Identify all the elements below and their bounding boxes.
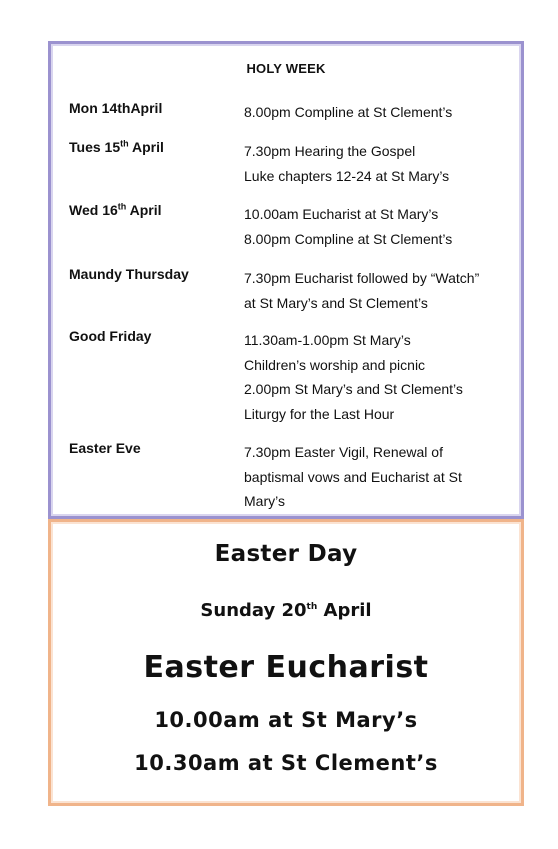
event-line: Liturgy for the Last Hour xyxy=(244,405,395,422)
event-line: 10.00am Eucharist at St Mary’s xyxy=(244,206,439,222)
event-line: 7.30pm Easter Vigil, Renewal of xyxy=(244,444,443,460)
event-line: baptismal vows and Eucharist at St xyxy=(244,468,462,485)
event-line: 11.30am-1.00pm St Mary’s xyxy=(244,332,411,348)
event-list xyxy=(244,266,479,315)
event-line: 7.30pm Hearing the Gospel xyxy=(244,143,416,159)
event-line: at St Mary’s and St Clement’s xyxy=(244,294,428,311)
event-line: 7.30pm Eucharist followed by “Watch” xyxy=(244,270,480,286)
easter-day-heading: Easter Day xyxy=(214,541,358,567)
event-line: 8.00pm Compline at St Clement’s xyxy=(244,104,453,120)
event-line: 2.00pm St Mary’s and St Clement’s xyxy=(244,381,463,397)
event-line: Mary’s xyxy=(244,493,285,509)
event-list xyxy=(244,100,452,125)
easter-day-box xyxy=(48,519,524,806)
service-time-st-marys: 10.00am at St Mary’s xyxy=(154,708,418,732)
event-line: Luke chapters 12-24 at St Mary’s xyxy=(244,167,450,184)
holy-week-title: HOLY WEEK xyxy=(246,61,326,76)
day-label: Mon 14thApril xyxy=(69,100,163,116)
day-label: Maundy Thursday xyxy=(69,266,189,282)
day-label: Wed 16th April xyxy=(69,201,162,218)
event-list xyxy=(244,139,449,188)
day-label: Tues 15th April xyxy=(69,138,164,155)
day-label: Good Friday xyxy=(69,328,152,344)
event-line: Children’s worship and picnic xyxy=(244,356,426,373)
service-time-st-clements: 10.30am at St Clement’s xyxy=(134,751,438,775)
event-line: 8.00pm Compline at St Clement’s xyxy=(244,230,453,247)
event-list xyxy=(244,440,462,514)
easter-service-title: Easter Eucharist xyxy=(143,650,429,685)
event-list xyxy=(244,328,463,426)
easter-day-date: Sunday 20th April xyxy=(200,600,372,621)
event-list xyxy=(244,202,452,251)
holy-week-box xyxy=(48,41,524,519)
day-label: Easter Eve xyxy=(69,440,141,456)
